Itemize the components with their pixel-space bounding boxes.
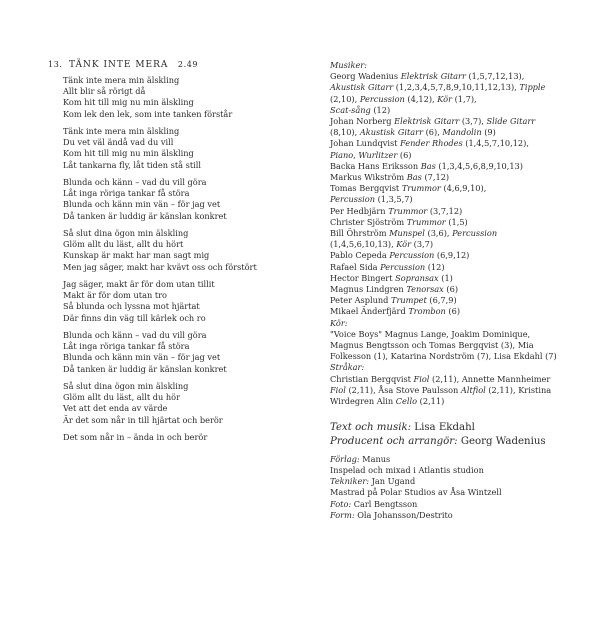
credit-text: (1) xyxy=(438,272,453,283)
lyric-line: Så slut dina ögon min älskling xyxy=(63,228,189,238)
credit-role: Tenorsax xyxy=(406,284,444,295)
credit-text: (4,6,9,10), xyxy=(440,183,487,194)
credit-text: Carl Bengtsson xyxy=(351,498,418,509)
credit-text: Christian Bergqvist xyxy=(330,373,414,384)
lyric-line: Så blunda och lyssna mot hjärtat xyxy=(63,301,200,312)
credit-line xyxy=(330,161,592,172)
lyric-stanza xyxy=(63,228,303,273)
credit-text: (2,11), Kristina xyxy=(485,384,552,395)
credit-role: Fiol xyxy=(330,384,346,395)
credit-text: Ola Johansson/Destrito xyxy=(354,509,453,520)
lyric-stanza xyxy=(63,279,303,324)
credit-role: Bas xyxy=(406,172,422,183)
credit-text: (1,5) xyxy=(445,216,468,227)
lyric-stanza xyxy=(63,75,303,120)
lyric-line: Kunskap är makt har man sagt mig xyxy=(63,250,210,261)
lyric-line: Tänk inte mera min älskling xyxy=(63,75,180,85)
credit-line xyxy=(330,295,592,306)
lyric-line: Är det som når in till hjärtat och berör xyxy=(63,414,223,425)
credit-line xyxy=(330,194,592,205)
credit-role: Percussion xyxy=(380,261,426,272)
credit-line xyxy=(330,465,592,476)
credit-line xyxy=(330,487,592,498)
credit-role: Förlag: xyxy=(330,453,360,464)
credit-line xyxy=(330,250,592,261)
credit-text: (2,10), xyxy=(330,93,360,104)
credit-text: Per Hedbjärn xyxy=(330,205,389,216)
credit-line xyxy=(330,239,592,250)
credit-line xyxy=(330,499,592,510)
credit-text: Pablo Cepeda xyxy=(330,250,390,261)
lyric-line: Du vet väl ändå vad du vill xyxy=(63,137,174,148)
credit-line xyxy=(330,94,592,105)
credit-text: Bill Öhrström xyxy=(330,228,390,239)
lyric-line: Vet att det enda av värde xyxy=(63,403,168,414)
credit-text: (3,6), xyxy=(424,228,453,239)
studio-credits xyxy=(330,454,592,521)
credit-text: (6), xyxy=(423,127,443,138)
credit-line xyxy=(330,340,592,351)
track-number: 13. xyxy=(48,60,63,69)
credit-role: Akustisk Gitarr xyxy=(330,82,394,93)
lyric-line: Makt är för dom utan tro xyxy=(63,290,167,301)
credit-text: (6) xyxy=(397,149,412,160)
lyric-line: Då tanken är luddig är känslan konkret xyxy=(63,363,227,374)
lyric-line: Kom hit till mig nu min älskling xyxy=(63,97,194,108)
lyric-stanza xyxy=(63,126,303,171)
lyric-line: Då tanken är luddig är känslan konkret xyxy=(63,210,227,221)
main-credits xyxy=(330,421,592,447)
credit-text: Folkesson (1), Katarina Nordström (7), Lisa Ekdahl (7) xyxy=(330,351,557,362)
credit-role: Trummor xyxy=(401,183,441,194)
credit-line xyxy=(330,396,592,407)
credit-text: (1,5,7,12,13), xyxy=(465,71,525,82)
credit-role: Foto: xyxy=(330,498,352,509)
lyric-stanza xyxy=(63,432,303,443)
credit-role: Percussion xyxy=(389,250,435,261)
credit-line xyxy=(330,306,592,317)
credit-role: Mandolin xyxy=(442,127,482,138)
credit-text: (2,11), Åsa Stove Paulsson xyxy=(345,384,461,395)
track-title: TÄNK INTE MERA xyxy=(69,60,169,70)
credit-text: (1,4,5,7,10,12), xyxy=(462,138,529,149)
credit-text: (6) xyxy=(445,306,461,317)
credit-text: (3,7,12) xyxy=(427,205,463,216)
credit-text: "Voice Boys" Magnus Lange, Joakim Dominique, xyxy=(330,328,531,339)
credit-line xyxy=(330,318,592,329)
credit-text: Lisa Ekdahl xyxy=(411,422,475,434)
credit-text: (1,3,5,7) xyxy=(374,194,413,205)
credit-text: (9) xyxy=(481,127,496,138)
lyrics xyxy=(63,75,303,443)
credit-role: Elektrisk Gitarr xyxy=(394,116,460,127)
lyric-line: Blunda och känn min vän – för jag vet xyxy=(63,352,221,363)
credit-text: Georg Wadenius xyxy=(330,71,401,82)
credit-line xyxy=(330,206,592,217)
lyric-line: Blunda och känn – vad du vill göra xyxy=(63,330,207,340)
credit-text: (2,11) xyxy=(417,396,445,407)
credit-text: (6,7,9) xyxy=(426,295,457,306)
credit-text: (7,12) xyxy=(421,172,450,183)
credit-line xyxy=(330,105,592,116)
credit-role: Musiker: xyxy=(330,60,367,70)
credit-text: Mastrad på Polar Studios av Åsa Wintzell xyxy=(330,487,502,498)
credit-text: Inspelad och mixad i Atlantis studion xyxy=(330,464,484,475)
credit-role: Kör xyxy=(396,239,412,250)
credit-role: Sopransax xyxy=(395,272,439,283)
credit-role: Stråkar: xyxy=(330,362,365,373)
lyric-line: Allt blir så rörigt då xyxy=(63,86,146,97)
lyric-line: Jag säger, makt är för dom utan tillit xyxy=(63,279,215,289)
lyric-line: Men jag säger, makt har kvävt oss och förstört xyxy=(63,261,257,272)
credit-role: Trummor xyxy=(388,205,428,216)
credit-text: Mikael Änderfjärd xyxy=(330,306,409,317)
credit-line xyxy=(330,172,592,183)
lyric-line: Det som når in – ända in och berör xyxy=(63,432,208,442)
credit-text: (1,4,5,6,10,13), xyxy=(330,239,397,250)
lyric-line: Låt inga röriga tankar få störa xyxy=(63,188,190,199)
credit-role: Tipple xyxy=(519,82,546,93)
credit-text: (8,10), xyxy=(330,127,360,138)
credit-line xyxy=(330,476,592,487)
credit-role: Form: xyxy=(330,509,355,520)
lyric-stanza xyxy=(63,381,303,426)
credit-role: Trumpet xyxy=(391,295,427,306)
credit-line xyxy=(330,435,592,448)
lyric-line: Glöm allt du läst, allt du hör xyxy=(63,392,181,403)
credit-text: (1,2,3,4,5,7,8,9,10,11,12,13), xyxy=(393,82,520,93)
lyric-line: Blunda och känn – vad du vill göra xyxy=(63,177,207,187)
credit-role: Trummor xyxy=(406,216,446,227)
credit-role: Piano, Wurlitzer xyxy=(330,149,398,160)
production-credits xyxy=(330,421,592,521)
credit-role: Tekniker: xyxy=(330,476,370,487)
credit-text: Jan Ugand xyxy=(369,476,416,487)
credit-line xyxy=(330,454,592,465)
lyric-line: Kom hit till mig nu min älskling xyxy=(63,148,194,159)
credit-line xyxy=(330,138,592,149)
lyric-line: Tänk inte mera min älskling xyxy=(63,126,180,136)
credit-role: Percussion xyxy=(452,228,498,239)
credit-line xyxy=(330,217,592,228)
credit-text: (1,7), xyxy=(452,93,477,104)
track-duration: 2.49 xyxy=(177,60,199,69)
credit-role: Percussion xyxy=(330,194,375,205)
credit-text: Magnus Bengtsson och Tomas Bergqvist (3), Mia xyxy=(330,340,534,351)
credit-text: Johan Lundqvist xyxy=(330,138,401,149)
credit-text: (2,11), Annette Mannheimer xyxy=(429,373,551,384)
credit-text: Wirdegren Alin xyxy=(330,396,396,407)
credit-line xyxy=(330,273,592,284)
lyric-line: Glöm allt du läst, allt du hört xyxy=(63,239,184,250)
credit-text: (3,7) xyxy=(411,239,434,250)
credit-role: Akustisk Gitarr xyxy=(359,127,424,138)
credit-role: Munspel xyxy=(389,228,425,239)
credit-role: Trombon xyxy=(408,306,446,317)
credit-role: Altfiol xyxy=(460,384,486,395)
credit-text: Backa Hans Eriksson xyxy=(330,160,421,171)
credit-text: Markus Wikström xyxy=(330,172,407,183)
credit-text: (4,12), xyxy=(404,93,438,104)
credit-line xyxy=(330,374,592,385)
lyric-line: Kom lek den lek, som inte tanken förstår xyxy=(63,108,233,119)
credit-line xyxy=(330,284,592,295)
credit-line xyxy=(330,60,592,71)
credit-line xyxy=(330,351,592,362)
credit-text: Johan Norberg xyxy=(330,116,395,127)
credit-line xyxy=(330,262,592,273)
credit-line xyxy=(330,183,592,194)
lyrics-column xyxy=(48,60,303,449)
credit-text: (12) xyxy=(425,261,445,272)
credit-text: (3,7), xyxy=(459,116,487,127)
lyric-stanza xyxy=(63,177,303,222)
credit-role: Slide Gitarr xyxy=(486,116,536,127)
credit-line xyxy=(330,421,592,434)
lyric-line: Så slut dina ögon min älskling xyxy=(63,381,189,391)
credit-role: Producent och arrangör: xyxy=(330,435,458,447)
musician-credits xyxy=(330,60,592,407)
credit-role: Kör xyxy=(437,93,452,104)
credit-role: Kör: xyxy=(330,317,348,328)
credit-line xyxy=(330,71,592,82)
credit-line xyxy=(330,362,592,373)
credit-text: Magnus Lindgren xyxy=(330,284,407,295)
track-heading xyxy=(48,60,303,70)
credit-role: Fender Rhodes xyxy=(400,138,463,149)
credit-role: Bas xyxy=(420,160,436,171)
credit-text: (12) xyxy=(370,104,391,115)
credit-line xyxy=(330,116,592,127)
lyric-stanza xyxy=(63,330,303,375)
lyric-line: Där finns din väg till kärlek och ro xyxy=(63,312,206,323)
credit-line xyxy=(330,82,592,93)
credit-role: Text och musik: xyxy=(330,422,412,434)
credit-text: Rafael Sida xyxy=(330,261,381,272)
credit-role: Percussion xyxy=(359,93,405,104)
credit-role: Cello xyxy=(395,396,418,407)
credits-column xyxy=(330,60,592,521)
credit-role: Fiol xyxy=(413,373,430,384)
lyric-line: Låt tankarna fly, låt tiden stå still xyxy=(63,159,201,170)
credit-text: Christer Sjöström xyxy=(330,216,407,227)
credit-role: Scat-sång xyxy=(330,104,371,115)
credit-text: Georg Wadenius xyxy=(457,435,546,447)
credit-line xyxy=(330,329,592,340)
credit-text: Manus xyxy=(359,453,391,464)
credit-line xyxy=(330,510,592,521)
credit-role: Elektrisk Gitarr xyxy=(400,71,466,82)
credit-text: (6) xyxy=(443,284,459,295)
credit-line xyxy=(330,127,592,138)
lyric-line: Blunda och känn min vän – för jag vet xyxy=(63,199,221,210)
credit-line xyxy=(330,228,592,239)
credit-text: Tomas Bergqvist xyxy=(330,183,402,194)
credit-line xyxy=(330,385,592,396)
lyric-line: Låt inga röriga tankar få störa xyxy=(63,341,190,352)
credit-text: Hector Bingert xyxy=(330,272,396,283)
credit-text: (1,3,4,5,6,8,9,10,13) xyxy=(435,160,523,171)
credit-text: (6,9,12) xyxy=(434,250,470,261)
credit-line xyxy=(330,150,592,161)
credit-text: Peter Asplund xyxy=(330,295,392,306)
